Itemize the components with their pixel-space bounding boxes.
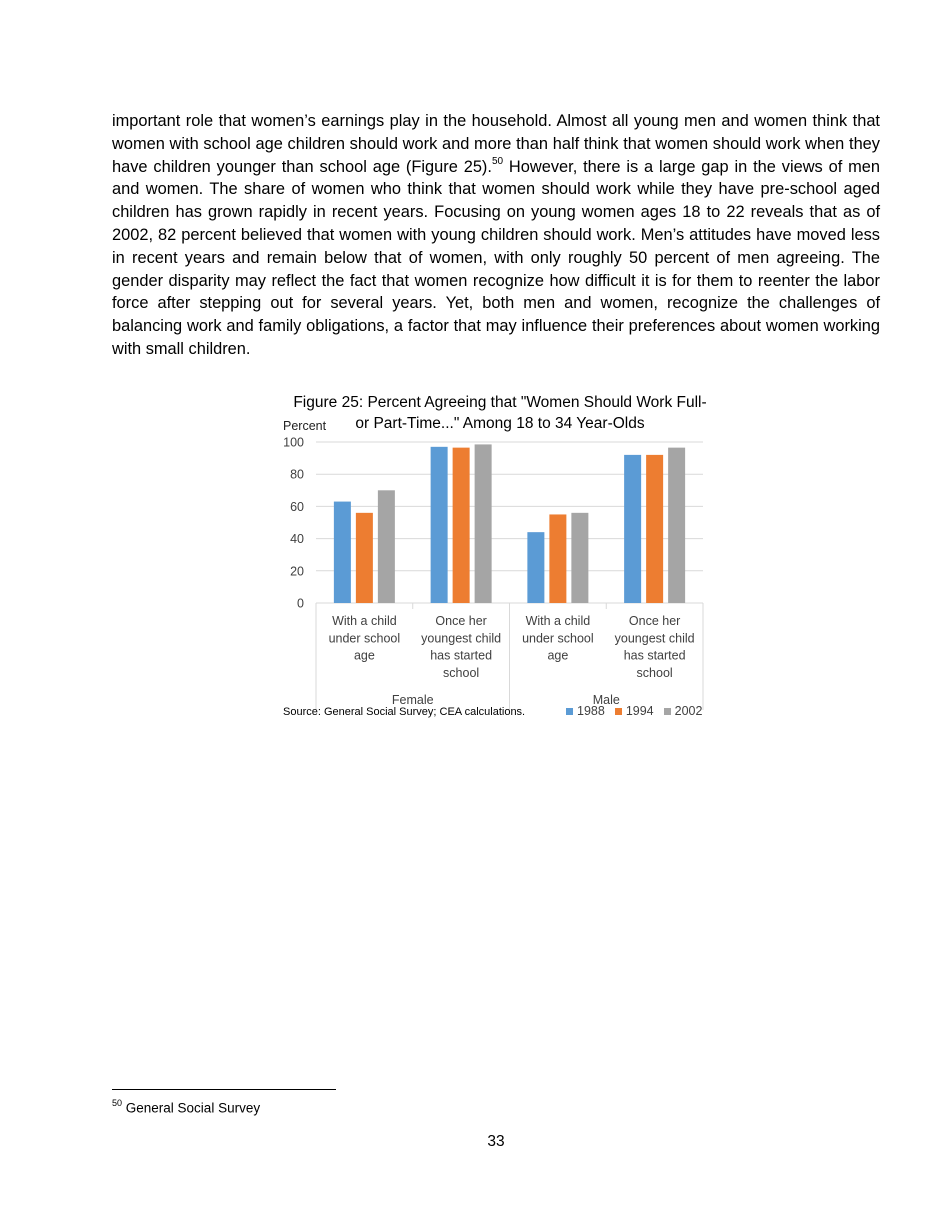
bar-male-2-1994: [646, 455, 663, 603]
bar-female-2-1988: [431, 447, 448, 603]
category-label-line: With a child: [525, 614, 591, 628]
paragraph-part-1: important role that women’s earnings play in the household. Almost all young men and women think that women with school age children should work and more than half think that women should work when they have children younger than school age (Figure 25).: [112, 112, 880, 176]
group-label-male: Male: [592, 693, 620, 707]
legend-swatch-1994: [615, 708, 622, 715]
category-label-line: under school: [522, 631, 594, 646]
page-number: 33: [487, 1133, 505, 1150]
bar-female-1-2002: [378, 490, 395, 603]
y-tick-label-60: 60: [290, 499, 304, 514]
category-label-line: school: [443, 665, 480, 680]
figure-25: [280, 388, 720, 724]
y-tick-label-80: 80: [290, 467, 304, 482]
chart-source: Source: General Social Survey; CEA calculations.: [283, 706, 526, 718]
category-label-line: youngest child: [614, 631, 695, 646]
chart-legend: [566, 704, 702, 718]
figure-title-line-1: Figure 25: Percent Agreeing that "Women Should Work Full-: [293, 394, 707, 411]
bar-male-2-1988: [624, 455, 641, 603]
legend-swatch-2002: [664, 708, 671, 715]
legend-item-2002: [664, 704, 703, 718]
category-label-line: school: [636, 665, 673, 680]
category-label-line: age: [353, 648, 375, 663]
bar-female-1-1988: [334, 502, 351, 603]
legend-label-1994: 1994: [625, 704, 654, 718]
legend-item-1988: [566, 704, 605, 718]
bar-male-1-2002: [571, 513, 588, 603]
footnote-text: General Social Survey: [122, 1100, 261, 1116]
y-axis-label: Percent: [283, 419, 327, 433]
legend-label-2002: 2002: [674, 704, 703, 718]
bar-male-1-1994: [549, 514, 566, 603]
footnote-reference[interactable]: 50: [491, 156, 504, 168]
y-tick-label-20: 20: [290, 564, 304, 579]
group-label-female: Female: [391, 693, 434, 707]
category-label-line: has started: [430, 648, 493, 663]
category-label-line: Once her: [435, 614, 487, 628]
bar-chart: [280, 388, 720, 724]
category-label-line: has started: [623, 648, 686, 663]
legend-item-1994: [615, 704, 654, 718]
bar-male-2-2002: [668, 448, 685, 603]
category-label-line: under school: [328, 631, 401, 646]
category-label-line: With a child: [332, 614, 397, 628]
category-label-line: age: [547, 648, 569, 663]
legend-label-1988: 1988: [577, 704, 605, 718]
legend-swatch-1988: [566, 708, 573, 715]
bar-female-2-1994: [453, 448, 470, 603]
y-tick-label-100: 100: [283, 435, 304, 450]
footnote-divider: [112, 1089, 336, 1090]
body-paragraph: [112, 110, 880, 361]
y-tick-label-40: 40: [290, 532, 304, 547]
footnote-number: 50: [112, 1098, 123, 1108]
category-label-line: Once her: [628, 614, 681, 628]
category-label-line: youngest child: [421, 631, 502, 646]
footnote: [112, 1099, 260, 1116]
figure-title-line-2: or Part-Time..." Among 18 to 34 Year-Olds: [355, 415, 645, 432]
paragraph-part-2: However, there is a large gap in the views of men and women. The share of women who think that women should work while they have pre-school aged children has grown rapidly in recent years. Focusing on young women ages 18 to 22 reveals that as of 2002, 82 percent believed that women with young children should work. Men’s attitudes have moved less in recent years and remain below that of women, with only roughly 50 percent of men agreeing. The gender disparity may reflect the fact that women recognize how difficult it is for them to reenter the labor force after stepping out for several years. Yet, both men and women, recognize the challenges of balancing work and family obligations, a factor that may influence their preferences about women working with small children.: [112, 157, 880, 358]
bar-female-2-2002: [475, 444, 492, 603]
bar-male-1-1988: [527, 532, 544, 603]
y-tick-label-0: 0: [297, 596, 304, 611]
bar-female-1-1994: [356, 513, 373, 603]
